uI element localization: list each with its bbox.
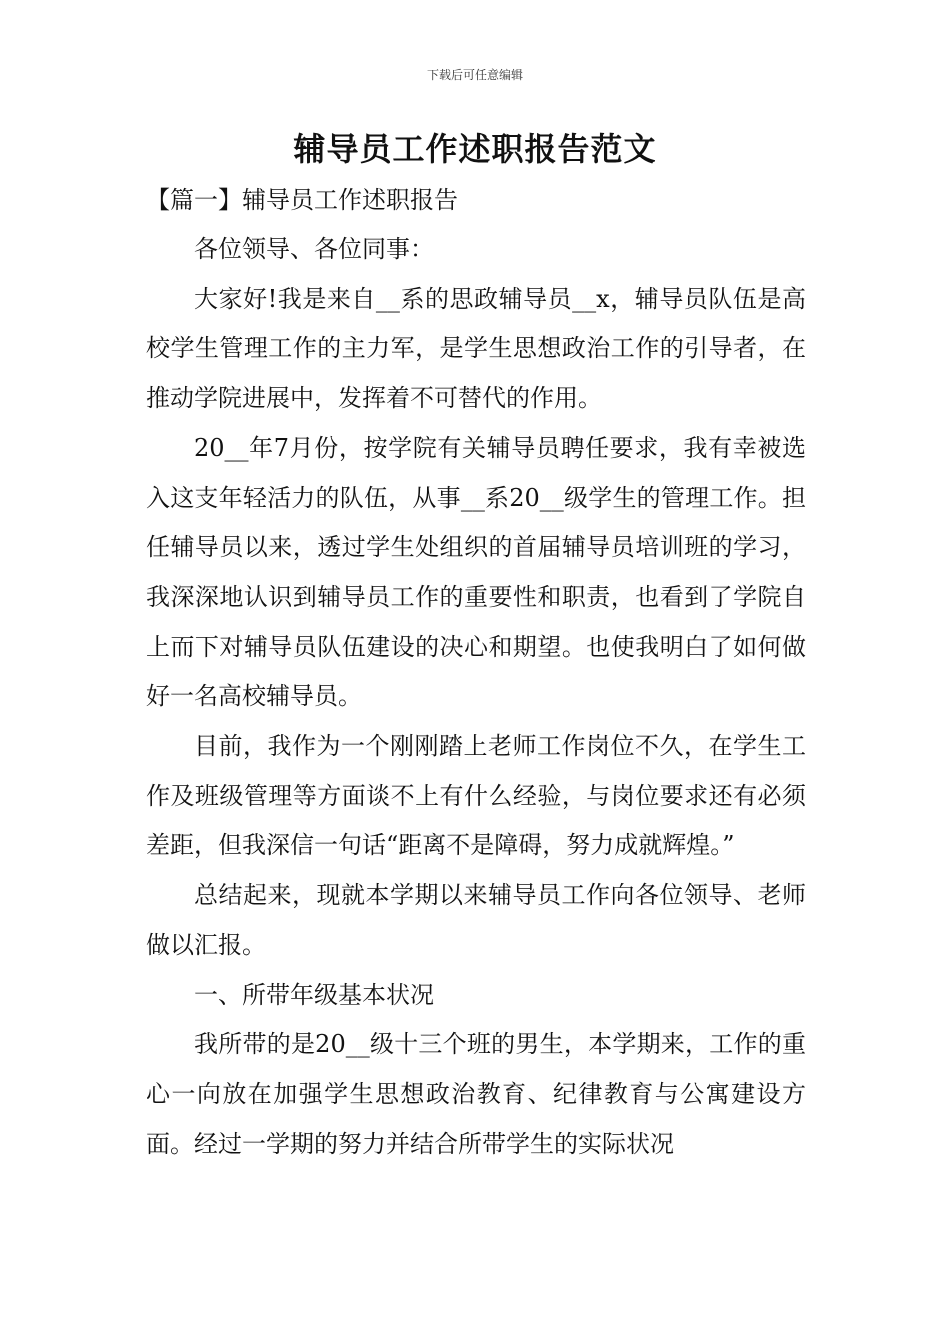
paragraph-current-status: 目前，我作为一个刚刚踏上老师工作岗位不久，在学生工作及班级管理等方面谈不上有什么经验，与岗位要求还有必须差距，但我深信一句话“距离不是障碍，努力成就辉煌。” bbox=[146, 732, 806, 860]
paragraph-summary: 总结起来，现就本学期以来辅导员工作向各位领导、老师做以汇报。 bbox=[146, 881, 806, 959]
header-note: 下载后可任意编辑 bbox=[426, 68, 523, 82]
document-title: 辅导员工作述职报告范文 bbox=[293, 130, 657, 168]
paragraph-greeting: 各位领导、各位同事： bbox=[194, 235, 434, 263]
paragraph-intro: 大家好!我是来自__系的思政辅导员__x，辅导员队伍是高校学生管理工作的主力军，是学生思想政治工作的引导者，在推动学院进展中，发挥着不可替代的作用。 bbox=[146, 284, 806, 413]
paragraph-appointment: 20__年7月份，按学院有关辅导员聘任要求，我有幸被选入这支年轻活力的队伍，从事__系20__级学生的管理工作。担任辅导员以来，透过学生处组织的首届辅导员培训班的学习，我深深地认识到辅导员工作的重要性和职责，也看到了学院自上而下对辅导员队伍建设的决心和期望。也使我明白了如何做好一名高校辅导员。 bbox=[146, 433, 806, 711]
section-heading: 【篇一】辅导员工作述职报告 bbox=[146, 186, 458, 214]
paragraph-grade-details: 我所带的是20__级十三个班的男生，本学期来，工作的重心一向放在加强学生思想政治教育、纪律教育与公寓建设方面。经过一学期的努力并结合所带学生的实际状况 bbox=[146, 1030, 806, 1158]
document-body bbox=[146, 225, 806, 1169]
subheading-grade-overview: 一、所带年级基本状况 bbox=[194, 980, 434, 1009]
